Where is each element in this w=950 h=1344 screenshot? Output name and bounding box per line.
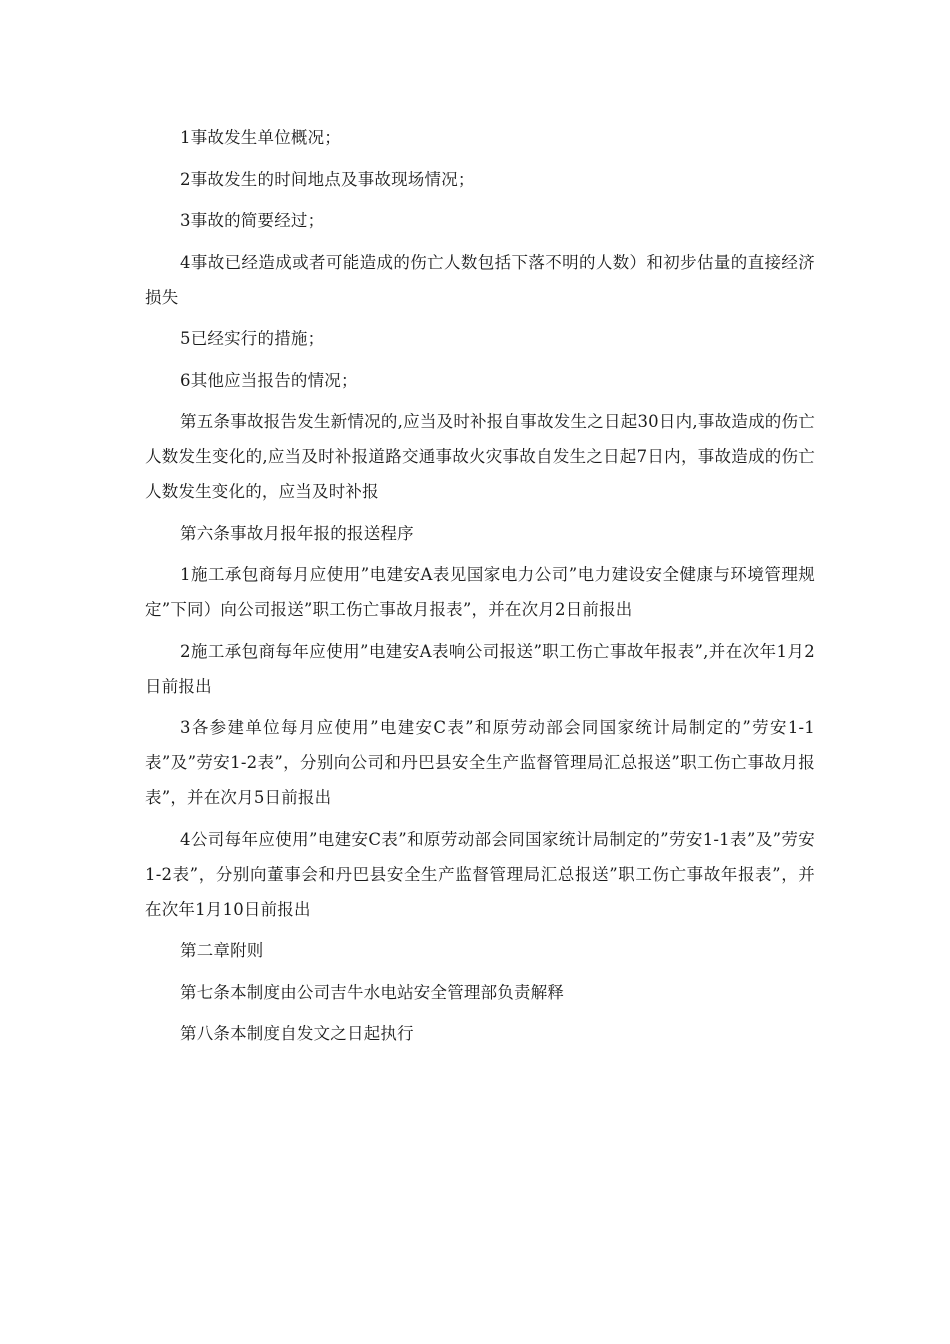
document-body — [145, 120, 815, 1058]
paragraph-item-1: 1事故发生单位概况； — [180, 128, 341, 147]
chapter-2-heading: 第二章附则 — [180, 941, 264, 960]
procedure-item-2: 2施工承包商每年应使用”电建安A表响公司报送”职工伤亡事故年报表”,并在次年1月2日前报出 — [145, 641, 815, 696]
procedure-item-4: 4公司每年应使用”电建安C表”和原劳动部会同国家统计局制定的”劳安1-1表”及”劳安1-2表”，分别向董事会和丹巴县安全生产监督管理局汇总报送”职工伤亡事故年报表”，并在次年1月10日前报出 — [145, 829, 815, 919]
paragraph-item-5: 5已经实行的措施； — [180, 329, 325, 348]
article-8-paragraph: 第八条本制度自发文之日起执行 — [180, 1024, 414, 1043]
article-5-paragraph: 第五条事故报告发生新情况的,应当及时补报自事故发生之日起30日内,事故造成的伤亡人数发生变化的,应当及时补报道路交通事故火灾事故自发生之日起7日内，事故造成的伤亡人数发生变化的，应当及时补报 — [145, 412, 815, 501]
paragraph-item-4: 4事故已经造成或者可能造成的伤亡人数包括下落不明的人数）和初步估量的直接经济损失 — [145, 252, 815, 307]
paragraph-item-3: 3事故的简要经过； — [180, 211, 325, 230]
paragraph-item-2: 2事故发生的时间地点及事故现场情况； — [180, 169, 475, 189]
article-7-paragraph: 第七条本制度由公司吉牛水电站安全管理部负责解释 — [180, 982, 565, 1002]
procedure-item-1: 1施工承包商每月应使用”电建安A表见国家电力公司”电力建设安全健康与环境管理规定”下同）向公司报送”职工伤亡事故月报表”，并在次月2日前报出 — [145, 565, 815, 619]
article-6-heading: 第六条事故月报年报的报送程序 — [180, 523, 414, 543]
procedure-item-3: 3各参建单位每月应使用”电建安C表”和原劳动部会同国家统计局制定的”劳安1-1表”及”劳安1-2表”，分别向公司和丹巴县安全生产监督管理局汇总报送”职工伤亡事故月报表”，并在次月5日前报出 — [145, 718, 815, 807]
paragraph-item-6: 6其他应当报告的情况； — [180, 370, 358, 390]
